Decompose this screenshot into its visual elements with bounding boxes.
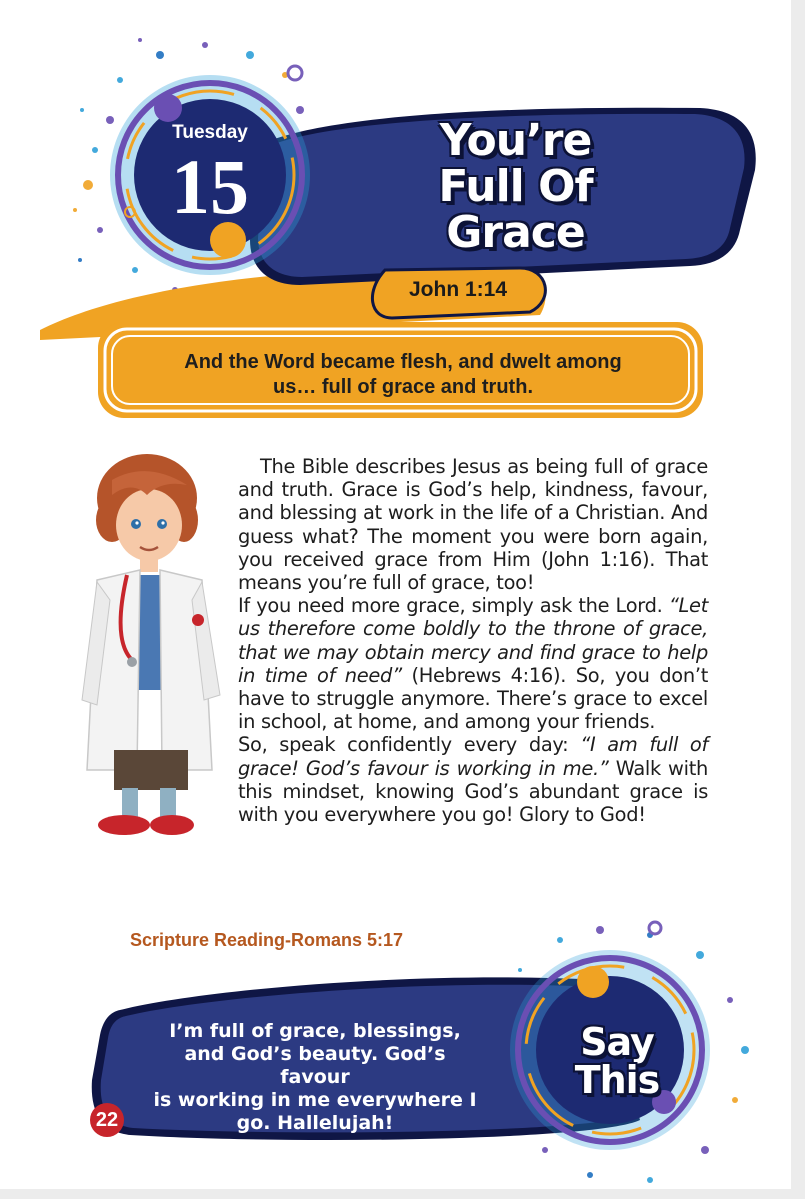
confession-text [150, 1020, 480, 1135]
doctor-child-illustration [52, 450, 232, 850]
verse-line: us… full of grace and truth. [272, 376, 533, 398]
say-this-line: This [574, 1058, 660, 1102]
body-paragraph [238, 733, 708, 826]
devotional-body [238, 455, 708, 826]
confession-line: and God’s beauty. God’s favour [184, 1043, 446, 1088]
say-this-label [552, 1020, 682, 1102]
confession-line: go. Hallelujah! [236, 1112, 394, 1134]
body-paragraph-text: If you need more grace, simply ask the Lord. [238, 594, 669, 618]
body-paragraph-text: (Hebrews 4:16). So, you don’t have to struggle anymore. There’s grace to excel in school, at home, and among your friends. [238, 663, 709, 734]
confession-line: I’m full of grace, blessings, [169, 1020, 461, 1042]
verse-line: And the Word became flesh, and dwelt among [184, 351, 622, 373]
day-label: Tuesday [172, 122, 248, 143]
day-number: 15 [171, 143, 249, 230]
key-verse [118, 350, 688, 400]
confession-quote: “I am full of grace! God’s favour is working in me.” [238, 733, 708, 780]
body-paragraph-text: So, speak confidently every day: [238, 733, 581, 757]
body-paragraph-text: Walk with this mindset, knowing God’s abundant grace is with you everywhere you go! Glory to God! [238, 756, 708, 827]
body-paragraph [238, 455, 708, 594]
body-paragraph [238, 594, 708, 733]
scripture-reference: John 1:14 [408, 278, 508, 301]
title-line: You’re [439, 115, 592, 166]
body-paragraph-text: The Bible describes Jesus as being full of grace and truth. Grace is God’s help, kindness, favour, and blessing at work in the life of a Christian. And guess what? The moment you were born again, you received grace from Him (John 1:16). That means you’re full of grace, too! [238, 455, 708, 595]
scripture-quote: “Let us therefore come boldly to the throne of grace, that we may obtain mercy and find grace to help in time of need” [238, 594, 708, 687]
title-line: Full Of [438, 161, 593, 212]
say-this-line: Say [580, 1020, 654, 1064]
confession-line: is working in me everywhere I [153, 1089, 477, 1111]
scripture-reading: Scripture Reading-Romans 5:17 [130, 930, 404, 950]
page-number-badge: 22 [90, 1103, 124, 1137]
devotional-title [388, 115, 643, 258]
title-line: Grace [446, 207, 585, 258]
